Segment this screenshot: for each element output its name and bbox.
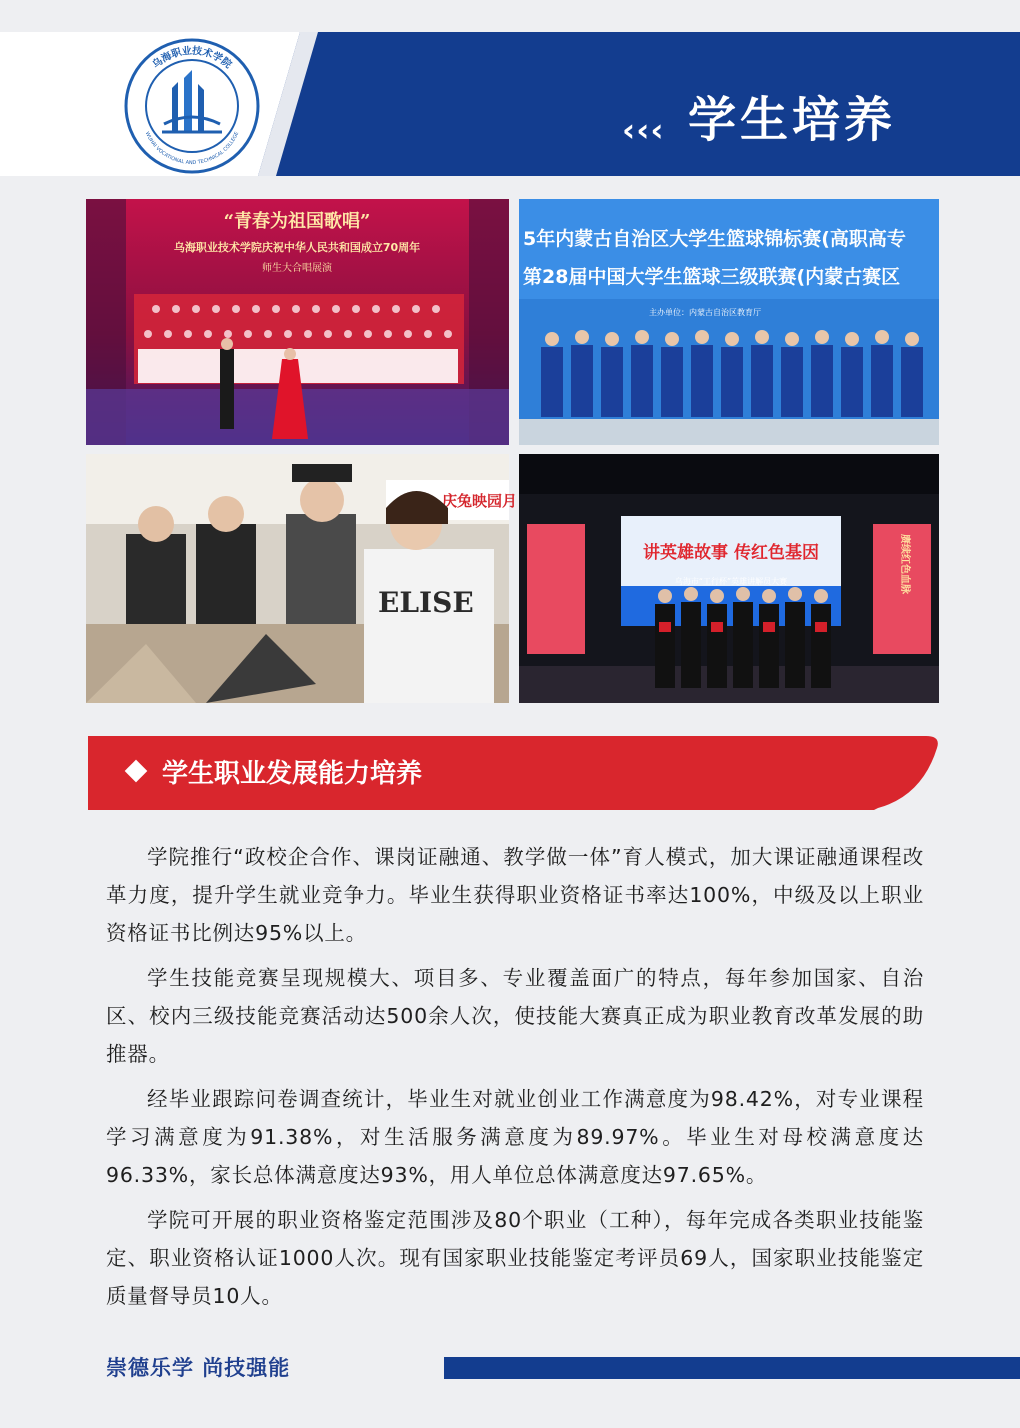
logo-bottom-text: WUHAI VOCATIONAL AND TECHNICAL COLLEGE	[143, 130, 241, 167]
footer-bar	[444, 1357, 1020, 1379]
section-title-text: 学生职业发展能力培养	[162, 759, 423, 789]
footer-slogan: 崇德乐学 尚技强能	[106, 1356, 291, 1380]
students-craft-workshop-photo	[86, 454, 518, 703]
college-emblem-icon	[118, 32, 266, 180]
choir-performance-photo	[86, 199, 509, 445]
photo2-banner-line2: 第28届中国大学生篮球三级联赛(内蒙古赛区	[523, 266, 901, 288]
paragraph: 学院推行“政校企合作、课岗证融通、教学做一体”育人模式，加大课证融通课程改革力度，提升学生就业竞争力。毕业生获得职业资格证书率达100%，中级及以上职业资格证书比例达95%以上。	[106, 845, 924, 945]
diamond-bullet-icon	[125, 760, 148, 783]
header-arrows-icon: ‹‹‹	[622, 111, 665, 149]
photo1-banner-line3: 师生大合唱展演	[262, 263, 332, 274]
photo2-banner-line3: 主办单位：内蒙古自治区教育厅	[649, 308, 761, 317]
photo2-banner-line1: 5年内蒙古自治区大学生篮球锦标赛(高职高专	[523, 228, 906, 250]
page-title: 学生培养	[688, 92, 897, 148]
basketball-team-photo	[519, 199, 939, 445]
paragraph: 学院可开展的职业资格鉴定范围涉及80个职业（工种），每年完成各类职业技能鉴定、职业资格认证1000人次。现有国家职业技能鉴定考评员69人，国家职业技能鉴定质量督导员10人。	[106, 1208, 924, 1308]
body-text	[106, 838, 924, 1322]
photo3-shirt-text: ELISE	[378, 586, 474, 619]
photo4-screen-subtitle: 乌海市“工行杯”英雄讲解员大赛	[674, 577, 788, 586]
logo-top-text: 乌海职业技术学院	[150, 45, 234, 71]
photo4-side-text: 赓续红色血脉	[899, 534, 910, 594]
photo1-banner-line2: 乌海职业技术学院庆祝中华人民共和国成立70周年	[173, 241, 421, 254]
section-title	[122, 756, 422, 792]
photo3-wall-text: 庆兔映园月	[442, 492, 518, 510]
photo4-screen-title: 讲英雄故事 传红色基因	[643, 543, 819, 563]
photo1-banner-line1: “青春为祖国歌唱”	[223, 211, 371, 232]
storytelling-contest-photo	[519, 454, 939, 703]
paragraph: 经毕业跟踪问卷调查统计，毕业生对就业创业工作满意度为98.42%，对专业课程学习满意度为91.38%，对生活服务满意度为89.97%。毕业生对母校满意度达96.33%，家长总体满意度达93%，用人单位总体满意度达97.65%。	[106, 1087, 924, 1187]
paragraph: 学生技能竞赛呈现规模大、项目多、专业覆盖面广的特点，每年参加国家、自治区、校内三级技能竞赛活动达500余人次，使技能大赛真正成为职业教育改革发展的助推器。	[106, 966, 924, 1066]
